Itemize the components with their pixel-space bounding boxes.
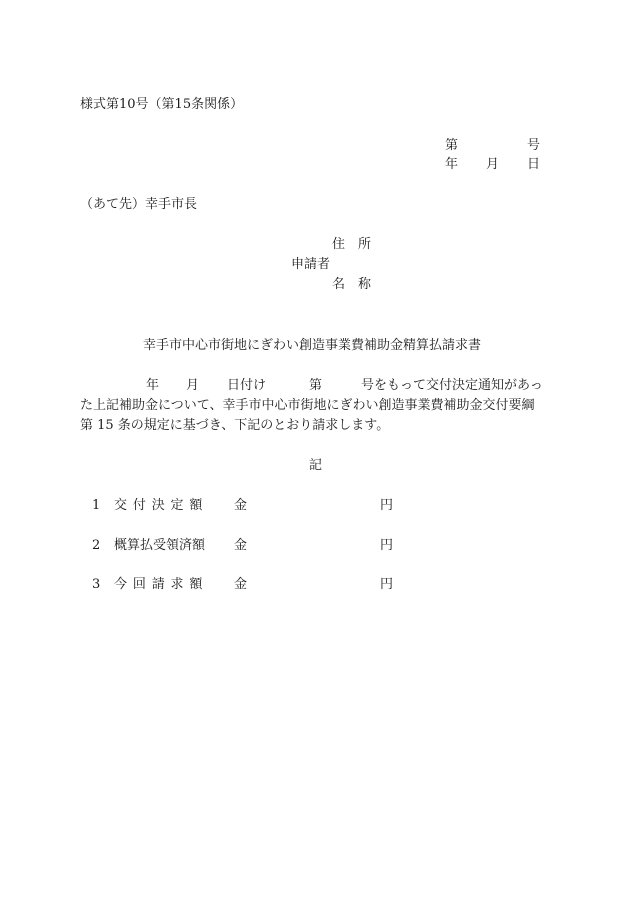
item-currency-unit: 円: [380, 498, 394, 513]
addressee: （あて先）幸手市長: [80, 197, 198, 212]
document-title: 幸手市中心市街地にぎわい創造事業費補助金精算払請求書: [143, 338, 482, 353]
item-number: 2: [92, 538, 101, 553]
item-currency-prefix: 金: [234, 498, 248, 513]
item-currency-unit: 円: [380, 538, 394, 553]
item-label: 概算払受領済額: [114, 538, 206, 553]
date-day-label: 日: [527, 157, 541, 172]
item-currency-prefix: 金: [234, 577, 248, 592]
applicant-label: 申請者: [291, 257, 331, 272]
ki-heading: 記: [309, 458, 323, 473]
item-row-1: [92, 499, 412, 515]
item-label: 交付決定額: [114, 498, 209, 513]
item-row-2: [92, 539, 412, 555]
form-number-label: 様式第10号（第15条関係）: [80, 97, 244, 112]
item-currency-unit: 円: [380, 577, 394, 592]
body-line-1: [80, 379, 550, 395]
date-year-label: 年: [445, 157, 459, 172]
document-number-prefix: 第: [445, 138, 459, 153]
item-row-3: [92, 578, 412, 594]
body-month: 月: [186, 378, 200, 393]
item-label: 今回請求額: [114, 577, 209, 592]
date-month-label: 月: [486, 157, 500, 172]
item-number: 3: [92, 577, 101, 592]
body-number-prefix: 第: [309, 378, 323, 393]
body-line-3: 第 15 条の規定に基づき、下記のとおり請求します。: [80, 418, 390, 433]
applicant-name-label: 名 称: [332, 277, 372, 292]
applicant-address-label: 住 所: [332, 237, 372, 252]
body-line-2: た上記補助金について、幸手市中心市街地にぎわい創造事業費補助金交付要綱: [80, 398, 535, 413]
body-date-suffix: 日付け: [227, 378, 267, 393]
body-notice-text: 号をもって交付決定通知があっ: [361, 378, 543, 393]
item-number: 1: [92, 498, 101, 513]
document-number-suffix: 号: [527, 138, 541, 153]
item-currency-prefix: 金: [234, 538, 248, 553]
body-year: 年: [146, 378, 160, 393]
